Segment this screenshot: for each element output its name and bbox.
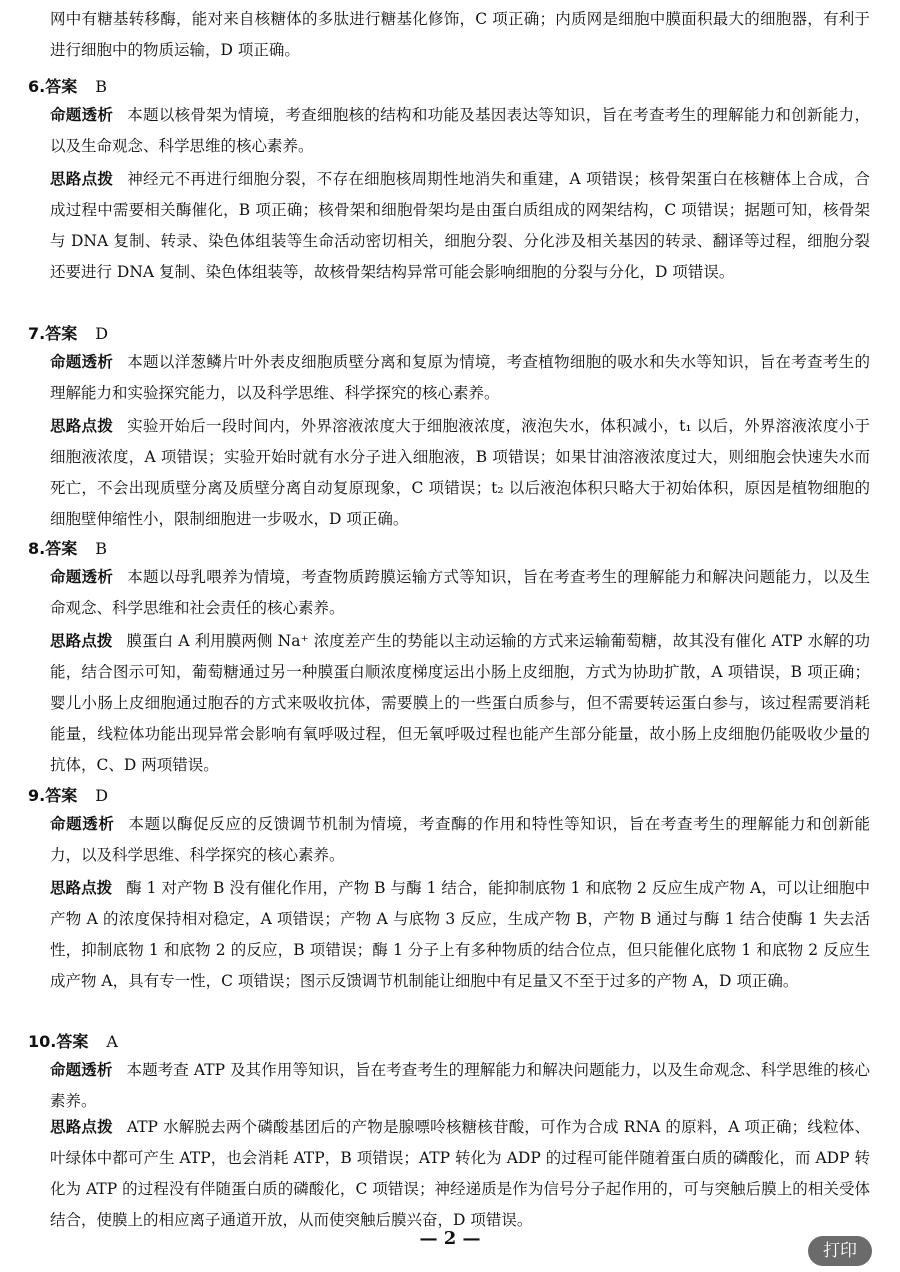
hint-label: 思路点拨 — [50, 417, 114, 435]
intro-paragraph: 网中有糖基转移酶，能对来自核糖体的多肽进行糖基化修饰，C 项正确；内质网是细胞中膜面积最大的细胞器，有利于进行细胞中的物质运输，D 项正确。 — [50, 10, 870, 59]
answer-value: D — [95, 324, 109, 343]
answer-label: 答案 — [56, 1032, 89, 1051]
analysis-label: 命题透析 — [50, 815, 115, 833]
page-number: — 2 — — [419, 1228, 481, 1249]
hint-paragraph — [50, 411, 870, 535]
answer-label: 答案 — [45, 786, 78, 805]
answer-label: 答案 — [45, 539, 78, 558]
analysis-label: 命题透析 — [50, 1061, 113, 1079]
analysis-paragraph — [50, 347, 870, 409]
analysis-label: 命题透析 — [50, 106, 114, 124]
hint-paragraph — [50, 164, 870, 288]
hint-text: ATP 水解脱去两个磷酸基团后的产物是腺嘌呤核糖核苷酸，可作为合成 RNA 的原料，A 项正确；线粒体、叶绿体中都可产生 ATP，也会消耗 ATP，B 项错误；ATP 转化为 ADP 的过程可能伴随着蛋白质的磷酸化，而 ADP 转化为 ATP 的过程没有伴随蛋白质的磷酸化，C 项错误；神经递质是作为信号分子起作用的，可与突触后膜上的相关受体结合，使膜上的相应离子通道开放，从而使突触后膜兴奋，D 项错误。 — [50, 1118, 871, 1229]
hint-text: 实验开始后一段时间内，外界溶液浓度大于细胞液浓度，液泡失水，体积减小，t₁ 以后，外界溶液浓度小于细胞液浓度，A 项错误；实验开始时就有水分子进入细胞液，B 项错误；如果甘油溶液浓度过大，则细胞会快速失水而死亡，不会出现质壁分离及质壁分离自动复原现象，C 项错误；t₂ 以后液泡体积只略大于初始体积，原因是植物细胞的细胞壁伸缩性小，限制细胞进一步吸水，D 项正确。 — [50, 417, 870, 528]
question-number: 8. — [28, 539, 46, 558]
question-number: 7. — [28, 324, 46, 343]
analysis-text: 本题以母乳喂养为情境，考查物质跨膜运输方式等知识，旨在考查考生的理解能力和解决问题能力，以及生命观念、科学思维和社会责任的核心素养。 — [50, 568, 870, 617]
hint-paragraph — [50, 873, 870, 997]
hint-paragraph — [50, 1112, 870, 1236]
analysis-label: 命题透析 — [50, 353, 114, 371]
analysis-text: 本题以酶促反应的反馈调节机制为情境，考查酶的作用和特性等知识，旨在考查考生的理解能力和创新能力，以及科学思维、科学探究的核心素养。 — [50, 815, 870, 864]
answer-line — [28, 322, 108, 346]
analysis-text: 本题以洋葱鳞片叶外表皮细胞质壁分离和复原为情境，考查植物细胞的吸水和失水等知识，旨在考查考生的理解能力和实验探究能力，以及科学思维、科学探究的核心素养。 — [50, 353, 870, 402]
hint-text: 膜蛋白 A 利用膜两侧 Na⁺ 浓度差产生的势能以主动运输的方式来运输葡萄糖，故其没有催化 ATP 水解的功能，结合图示可知，葡萄糖通过另一种膜蛋白顺浓度梯度运出小肠上皮细胞，方式为协助扩散，A 项错误，B 项正确；婴儿小肠上皮细胞通过胞吞的方式来吸收抗体，需要膜上的一些蛋白质参与，但不需要转运蛋白参与，该过程需要消耗能量，线粒体功能出现异常会影响有氧呼吸过程，但无氧呼吸过程也能产生部分能量，故小肠上皮细胞仍能吸收少量的抗体，C、D 两项错误。 — [50, 632, 870, 774]
question-number: 9. — [28, 786, 46, 805]
answer-label: 答案 — [45, 324, 78, 343]
hint-label: 思路点拨 — [50, 879, 113, 897]
hint-text: 酶 1 对产物 B 没有催化作用，产物 B 与酶 1 结合，能抑制底物 1 和底物 2 反应生成产物 A，可以让细胞中产物 A 的浓度保持相对稳定，A 项错误；产物 A 与底物 3 反应，生成产物 B，产物 B 通过与酶 1 结合使酶 1 失去活性，抑制底物 1 和底物 2 的反应，B 项错误；酶 1 分子上有多种物质的结合位点，但只能催化底物 1 和底物 2 反应生成产物 A，具有专一性，C 项错误；图示反馈调节机制能让细胞中有足量又不至于过多的产物 A，D 项正确。 — [50, 879, 870, 990]
question-number: 6. — [28, 77, 46, 96]
analysis-label: 命题透析 — [50, 568, 114, 586]
answer-value: B — [95, 539, 107, 558]
question-number: 10. — [28, 1032, 57, 1051]
answer-value: B — [95, 77, 107, 96]
hint-text: 神经元不再进行细胞分裂，不存在细胞核周期性地消失和重建，A 项错误；核骨架蛋白在核糖体上合成，合成过程中需要相关酶催化，B 项正确；核骨架和细胞骨架均是由蛋白质组成的网架结构，C 项错误；据题可知，核骨架与 DNA 复制、转录、染色体组装等生命活动密切相关，细胞分裂、分化涉及相关基因的转录、翻译等过程，细胞分裂还要进行 DNA 复制、染色体组装等，故核骨架结构异常可能会影响细胞的分裂与分化，D 项错误。 — [50, 170, 870, 281]
analysis-paragraph — [50, 100, 870, 162]
hint-label: 思路点拨 — [50, 170, 114, 188]
answer-line — [28, 75, 107, 99]
analysis-text: 本题以核骨架为情境，考查细胞核的结构和功能及基因表达等知识，旨在考查考生的理解能力和创新能力，以及生命观念、科学思维的核心素养。 — [50, 106, 870, 155]
answer-label: 答案 — [45, 77, 78, 96]
print-button[interactable]: 打印 — [808, 1236, 872, 1266]
answer-line — [28, 1030, 118, 1054]
answer-value: A — [106, 1032, 118, 1051]
hint-label: 思路点拨 — [50, 1118, 113, 1136]
hint-label: 思路点拨 — [50, 632, 113, 650]
hint-paragraph — [50, 626, 870, 781]
analysis-paragraph — [50, 809, 870, 871]
answer-value: D — [95, 786, 109, 805]
analysis-text: 本题考查 ATP 及其作用等知识，旨在考查考生的理解能力和解决问题能力，以及生命观念、科学思维的核心素养。 — [50, 1061, 870, 1110]
analysis-paragraph — [50, 562, 870, 624]
answer-line — [28, 784, 108, 808]
answer-line — [28, 537, 107, 561]
analysis-paragraph — [50, 1055, 870, 1117]
